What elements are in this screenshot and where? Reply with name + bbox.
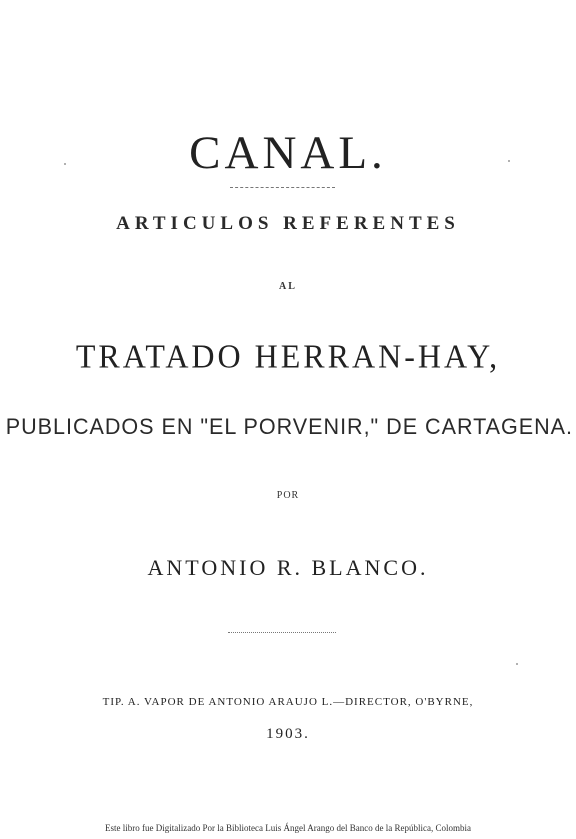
publication-note: PUBLICADOS EN "EL PORVENIR," DE CARTAGENA. [5,414,574,439]
paper-speck [508,160,510,162]
digitization-footer: Este libro fue Digitalizado Por la Biblioteca Luis Ángel Arango del Banco de la República, Colombia [105,823,471,833]
book-title: CANAL. [189,127,387,179]
ornamental-divider [230,187,335,188]
author-name: ANTONIO R. BLANCO. [147,555,429,580]
paper-speck [516,663,518,665]
printer-imprint: TIP. A. VAPOR DE ANTONIO ARAUJO L.—DIRECTOR, O'BYRNE, [102,696,474,708]
book-subtitle: ARTICULOS REFERENTES [116,213,460,234]
connector-text: AL [279,281,297,292]
by-label: POR [276,490,300,501]
publication-year: 1903. [266,726,310,742]
paper-speck [64,163,66,165]
ornamental-divider-lower [228,632,336,633]
treaty-heading: TRATADO HERRAN-HAY, [75,337,501,375]
